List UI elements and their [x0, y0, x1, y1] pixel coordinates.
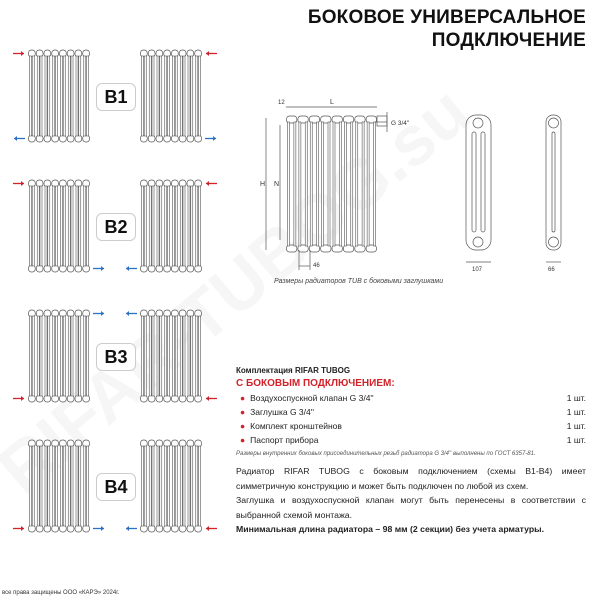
kit-subtitle: С БОКОВЫМ ПОДКЛЮЧЕНИЕМ: [236, 378, 395, 389]
scheme-label-b3: B3 [96, 343, 136, 371]
kit-item-qty: 1 шт. [566, 407, 586, 417]
drawing-caption: Размеры радиаторов TUB с боковыми заглушками [274, 278, 444, 285]
kit-item [236, 393, 586, 403]
title-line-2: ПОДКЛЮЧЕНИЕ [431, 30, 586, 51]
page-title [308, 6, 586, 52]
arrow-head-icon [21, 51, 24, 56]
description [236, 464, 586, 537]
scheme-label-b1: B1 [96, 83, 136, 111]
thread-label: G 3/4'' [391, 120, 410, 127]
kit-section [236, 366, 586, 457]
dim-46: 46 [313, 263, 320, 269]
arrow-head-icon [101, 266, 104, 271]
arrow-head-icon [206, 181, 209, 186]
dim-n: N [274, 181, 280, 188]
radiator-b2-right [126, 180, 217, 272]
bullet-icon: ● [240, 393, 246, 403]
dim-107: 107 [472, 267, 483, 273]
arrow-head-icon [206, 526, 209, 531]
dim-12: 12 [278, 100, 285, 106]
arrow-head-icon [21, 181, 24, 186]
dim-66: 66 [548, 267, 555, 273]
arrow-head-icon [206, 396, 209, 401]
arrow-head-icon [21, 526, 24, 531]
kit-item-name: Воздухоспускной клапан G 3/4'' [250, 393, 374, 403]
scheme-label-b4: B4 [96, 473, 136, 501]
kit-item-qty: 1 шт. [566, 393, 586, 403]
dimension-drawing [250, 90, 600, 280]
arrow-head-icon [126, 266, 129, 271]
radiator-b1-left [13, 50, 90, 142]
copyright: все права защищены ООО «КАРЭ» 2024г. [2, 590, 120, 596]
dim-l: L [330, 99, 334, 106]
radiator-b4-left [13, 440, 104, 532]
arrow-head-icon [206, 51, 209, 56]
thread-note: Размеры внутренних боковых присоединительных резьб радиатора G 3/4'' выполнены по ГОСТ 6357-81. [236, 451, 536, 457]
scheme-label-b2: B2 [96, 213, 136, 241]
kit-item-name: Паспорт прибора [250, 435, 319, 445]
kit-item-name: Комплект кронштейнов [250, 421, 342, 431]
title-line-1: БОКОВОЕ УНИВЕРСАЛЬНОЕ [307, 7, 586, 28]
arrow-head-icon [14, 136, 17, 141]
radiator-b1-right [141, 50, 218, 142]
side-view-3-column [466, 115, 491, 273]
dim-h: H [260, 181, 266, 188]
bullet-icon: ● [240, 421, 246, 431]
kit-item [236, 407, 586, 417]
arrow-head-icon [21, 396, 24, 401]
arrow-head-icon [101, 526, 104, 531]
bullet-icon: ● [240, 435, 246, 445]
arrow-head-icon [126, 311, 129, 316]
radiator-b4-right [126, 440, 217, 532]
arrow-head-icon [101, 311, 104, 316]
kit-item [236, 435, 586, 445]
kit-item [236, 421, 586, 431]
description-p2: Заглушка и воздухоспускной клапан могут быть перенесены в соответствии с выбранной схемой монтажа. [236, 495, 586, 520]
kit-item-qty: 1 шт. [566, 421, 586, 431]
arrow-head-icon [126, 526, 129, 531]
radiator-b2-left [13, 180, 104, 272]
side-view-2-column [546, 115, 561, 273]
radiator-b3-left [13, 310, 104, 402]
kit-title: Комплектация RIFAR TUBOG [236, 366, 351, 375]
radiator-b3-right [126, 310, 217, 402]
description-p3: Минимальная длина радиатора – 98 мм (2 секции) без учета арматуры. [236, 524, 545, 534]
kit-item-name: Заглушка G 3/4'' [250, 407, 314, 417]
bullet-icon: ● [240, 407, 246, 417]
arrow-head-icon [213, 136, 216, 141]
description-p1: Радиатор RIFAR TUBOG с боковым подключением (схемы B1-B4) имеет симметричную конструкцию и может быть подключен по любой из схем. [236, 466, 586, 491]
kit-item-qty: 1 шт. [566, 435, 586, 445]
front-view [287, 116, 388, 252]
